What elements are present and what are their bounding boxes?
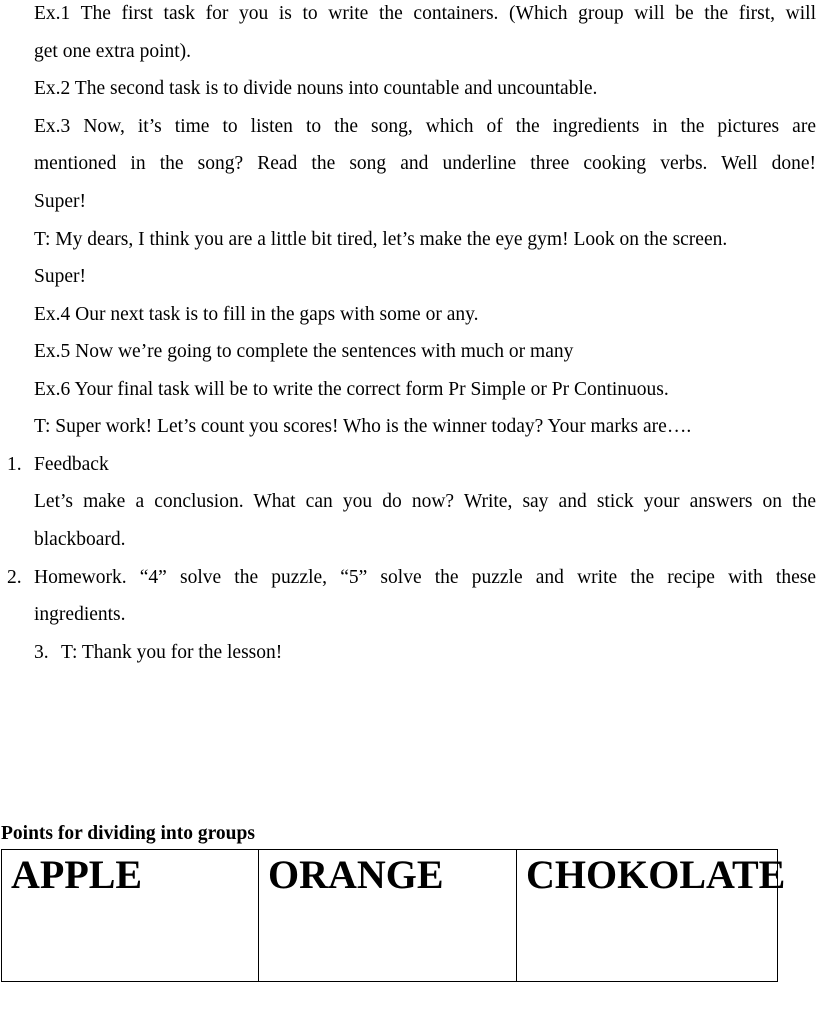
thanks-line: T: Thank you for the lesson! [61,642,283,663]
list-number-3: 3. [34,642,49,663]
scores-line: T: Super work! Let’s count you scores! Who is the winner today? Your marks are…. [34,416,692,437]
feedback-line-1: Let’s make a conclusion. What can you do now? Write, say and stick your answers on the [34,491,816,512]
ex5-line: Ex.5 Now we’re going to complete the sentences with much or many [34,341,574,362]
groups-row [2,850,778,982]
feedback-heading: Feedback [34,454,109,475]
eye-gym-line-2: Super! [34,266,86,287]
ex1-line-1: Ex.1 The first task for you is to write the containers. (Which group will be the first, will [34,3,816,24]
groups-title: Points for dividing into groups [1,823,255,844]
list-number-1: 1. [7,454,22,475]
homework-line-1: Homework. “4” solve the puzzle, “5” solve the puzzle and write the recipe with these [34,567,816,588]
ex3-line-3: Super! [34,191,86,212]
ex2-line: Ex.2 The second task is to divide nouns into countable and uncountable. [34,78,598,99]
homework-line-2: ingredients. [34,604,126,625]
ex1-line-2: get one extra point). [34,41,192,62]
ex3-line-2: mentioned in the song? Read the song and underline three cooking verbs. Well done! [34,153,816,174]
group-cell-orange: ORANGE [259,850,517,982]
ex3-line-1: Ex.3 Now, it’s time to listen to the song, which of the ingredients in the pictures are [34,116,816,137]
group-cell-chokolate: CHOKOLATE [517,850,778,982]
groups-table [1,849,786,982]
feedback-line-2: blackboard. [34,529,126,550]
eye-gym-line-1: T: My dears, I think you are a little bit tired, let’s make the eye gym! Look on the screen. [34,229,728,250]
ex4-line: Ex.4 Our next task is to fill in the gaps with some or any. [34,304,479,325]
group-cell-apple: APPLE [2,850,259,982]
ex6-line: Ex.6 Your final task will be to write the correct form Pr Simple or Pr Continuous. [34,379,669,400]
list-number-2: 2. [7,567,22,588]
